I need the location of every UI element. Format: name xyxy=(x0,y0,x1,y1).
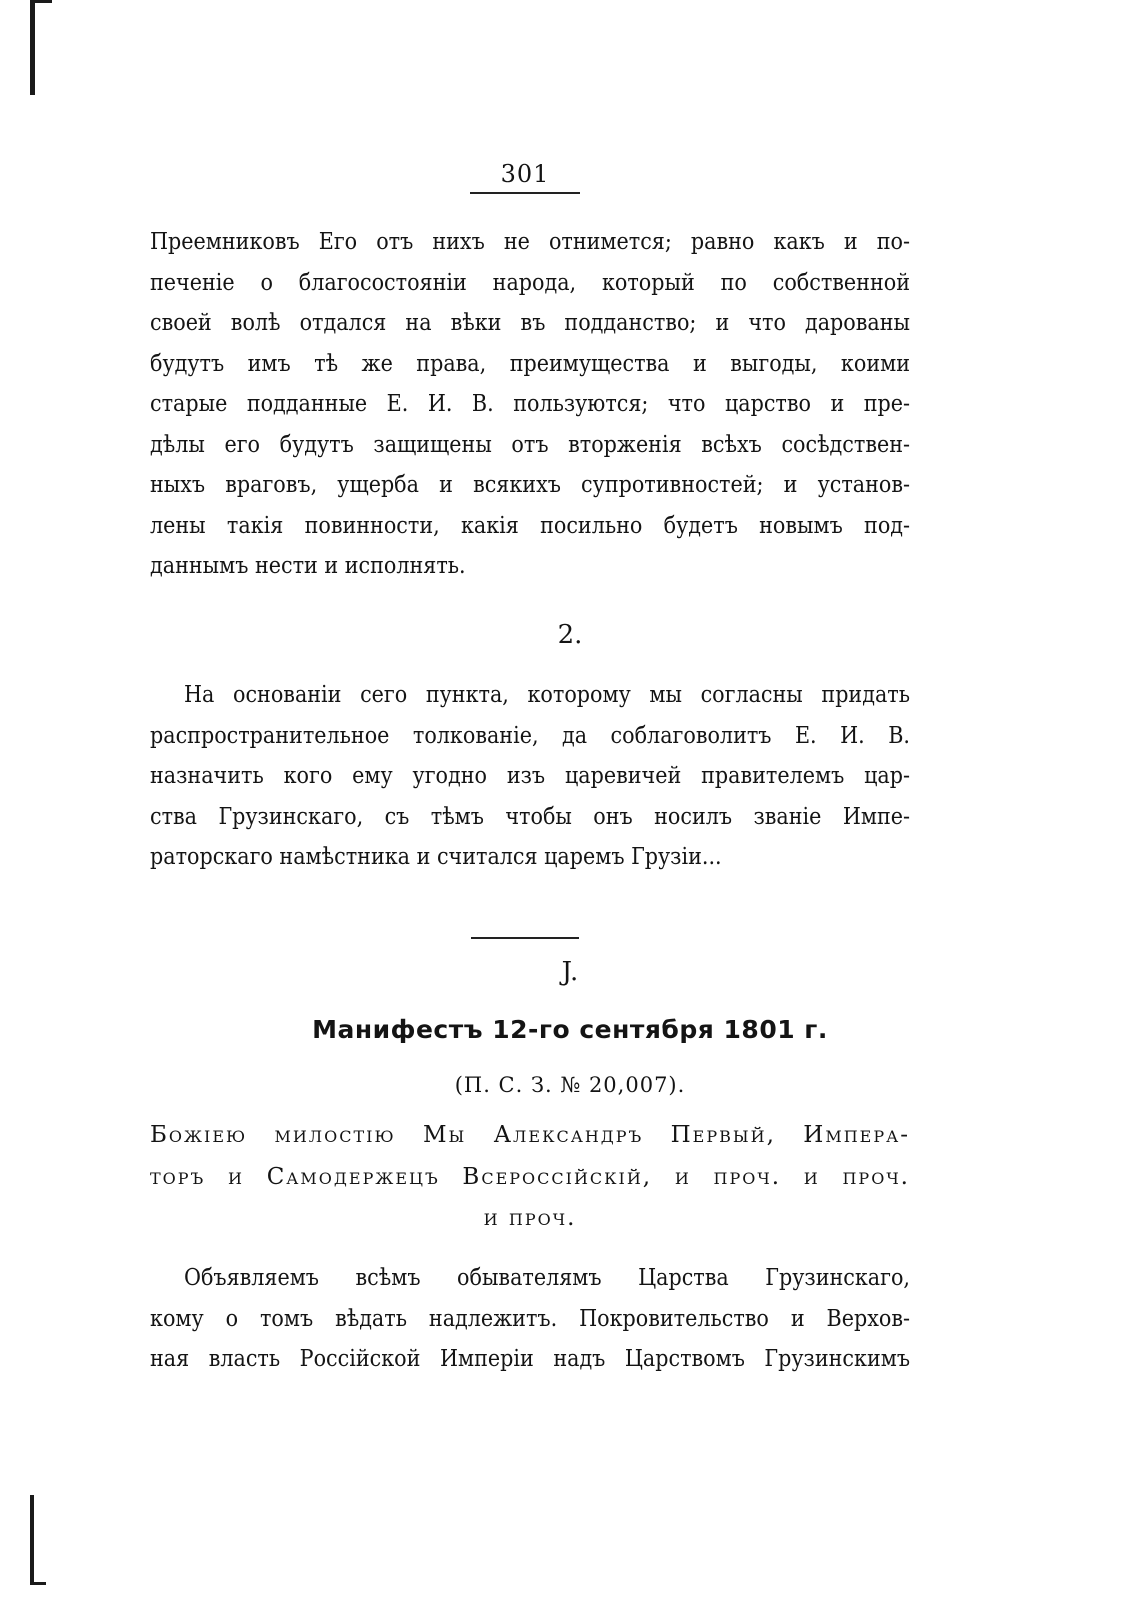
text-line: назначить кого ему угодно изъ царевичей правителемъ цар- xyxy=(150,763,910,789)
citation: (П. С. З. № 20,007). xyxy=(454,1073,686,1097)
text-line: ства Грузинскаго, съ тѣмъ чтобы онъ носилъ званiе Импе- xyxy=(150,803,910,830)
text-line: лены такiя повинности, какiя посильно будетъ новымъ под- xyxy=(150,512,910,539)
text-line: своей волѣ отдался на вѣки въ подданство; и что дарованы xyxy=(150,310,910,336)
text-line: ныхъ враговъ, ущерба и всякихъ супротивностей; и установ- xyxy=(150,472,910,498)
text-line: распространительное толкованiе, да соблаговолитъ Е. И. В. xyxy=(150,722,910,749)
salutation-line: торъ и Самодержецъ Всероссiйскiй, и проч. и проч. xyxy=(150,1164,910,1190)
text-line: дѣлы его будутъ защищены отъ вторженiя всѣхъ сосѣдствен- xyxy=(150,431,910,458)
salutation-line: и проч. xyxy=(483,1205,577,1231)
appendix-letter: J. xyxy=(561,957,579,987)
text-line: печенiе о благосостоянiи народа, который по собственной xyxy=(150,269,910,296)
document-title: Манифестъ 12-го сентября 1801 г. xyxy=(312,1015,828,1044)
text-line: кому о томъ вѣдать надлежитъ. Покровительство и Верхов- xyxy=(150,1305,910,1332)
paragraph-section-2 xyxy=(150,675,910,878)
text-line: раторскаго намѣстника и считался царемъ Грузiи... xyxy=(150,844,722,870)
text-line: старые подданные Е. И. В. пользуются; что царство и пре- xyxy=(150,391,910,417)
scan-edge-bottom-left-foot xyxy=(30,1582,46,1585)
scan-edge-top-left xyxy=(30,0,35,95)
paragraph-manifest xyxy=(150,1258,910,1380)
salutation-line: Божiею милостiю Мы Александръ Первый, Импера- xyxy=(150,1122,910,1148)
section-divider xyxy=(471,937,579,939)
text-line: даннымъ нести и исполнять. xyxy=(150,553,466,579)
text-line: Преемниковъ Его отъ нихъ не отнимется; равно какъ и по- xyxy=(150,229,910,255)
page-number: 301 xyxy=(470,160,580,194)
paragraph-continuation xyxy=(150,222,910,587)
text-line: ная власть Россiйской Имперiи надъ Царствомъ Грузинскимъ xyxy=(150,1346,910,1372)
scan-edge-top-left-tick xyxy=(30,0,52,3)
text-line: Объявляемъ всѣмъ обывателямъ Царства Грузинскаго, xyxy=(184,1265,910,1291)
text-line: На основанiи сего пункта, которому мы согласны придать xyxy=(184,682,910,708)
scan-edge-bottom-left xyxy=(30,1495,34,1585)
text-line: будутъ имъ тѣ же права, преимущества и выгоды, коими xyxy=(150,350,910,377)
section-number: 2. xyxy=(557,620,583,650)
